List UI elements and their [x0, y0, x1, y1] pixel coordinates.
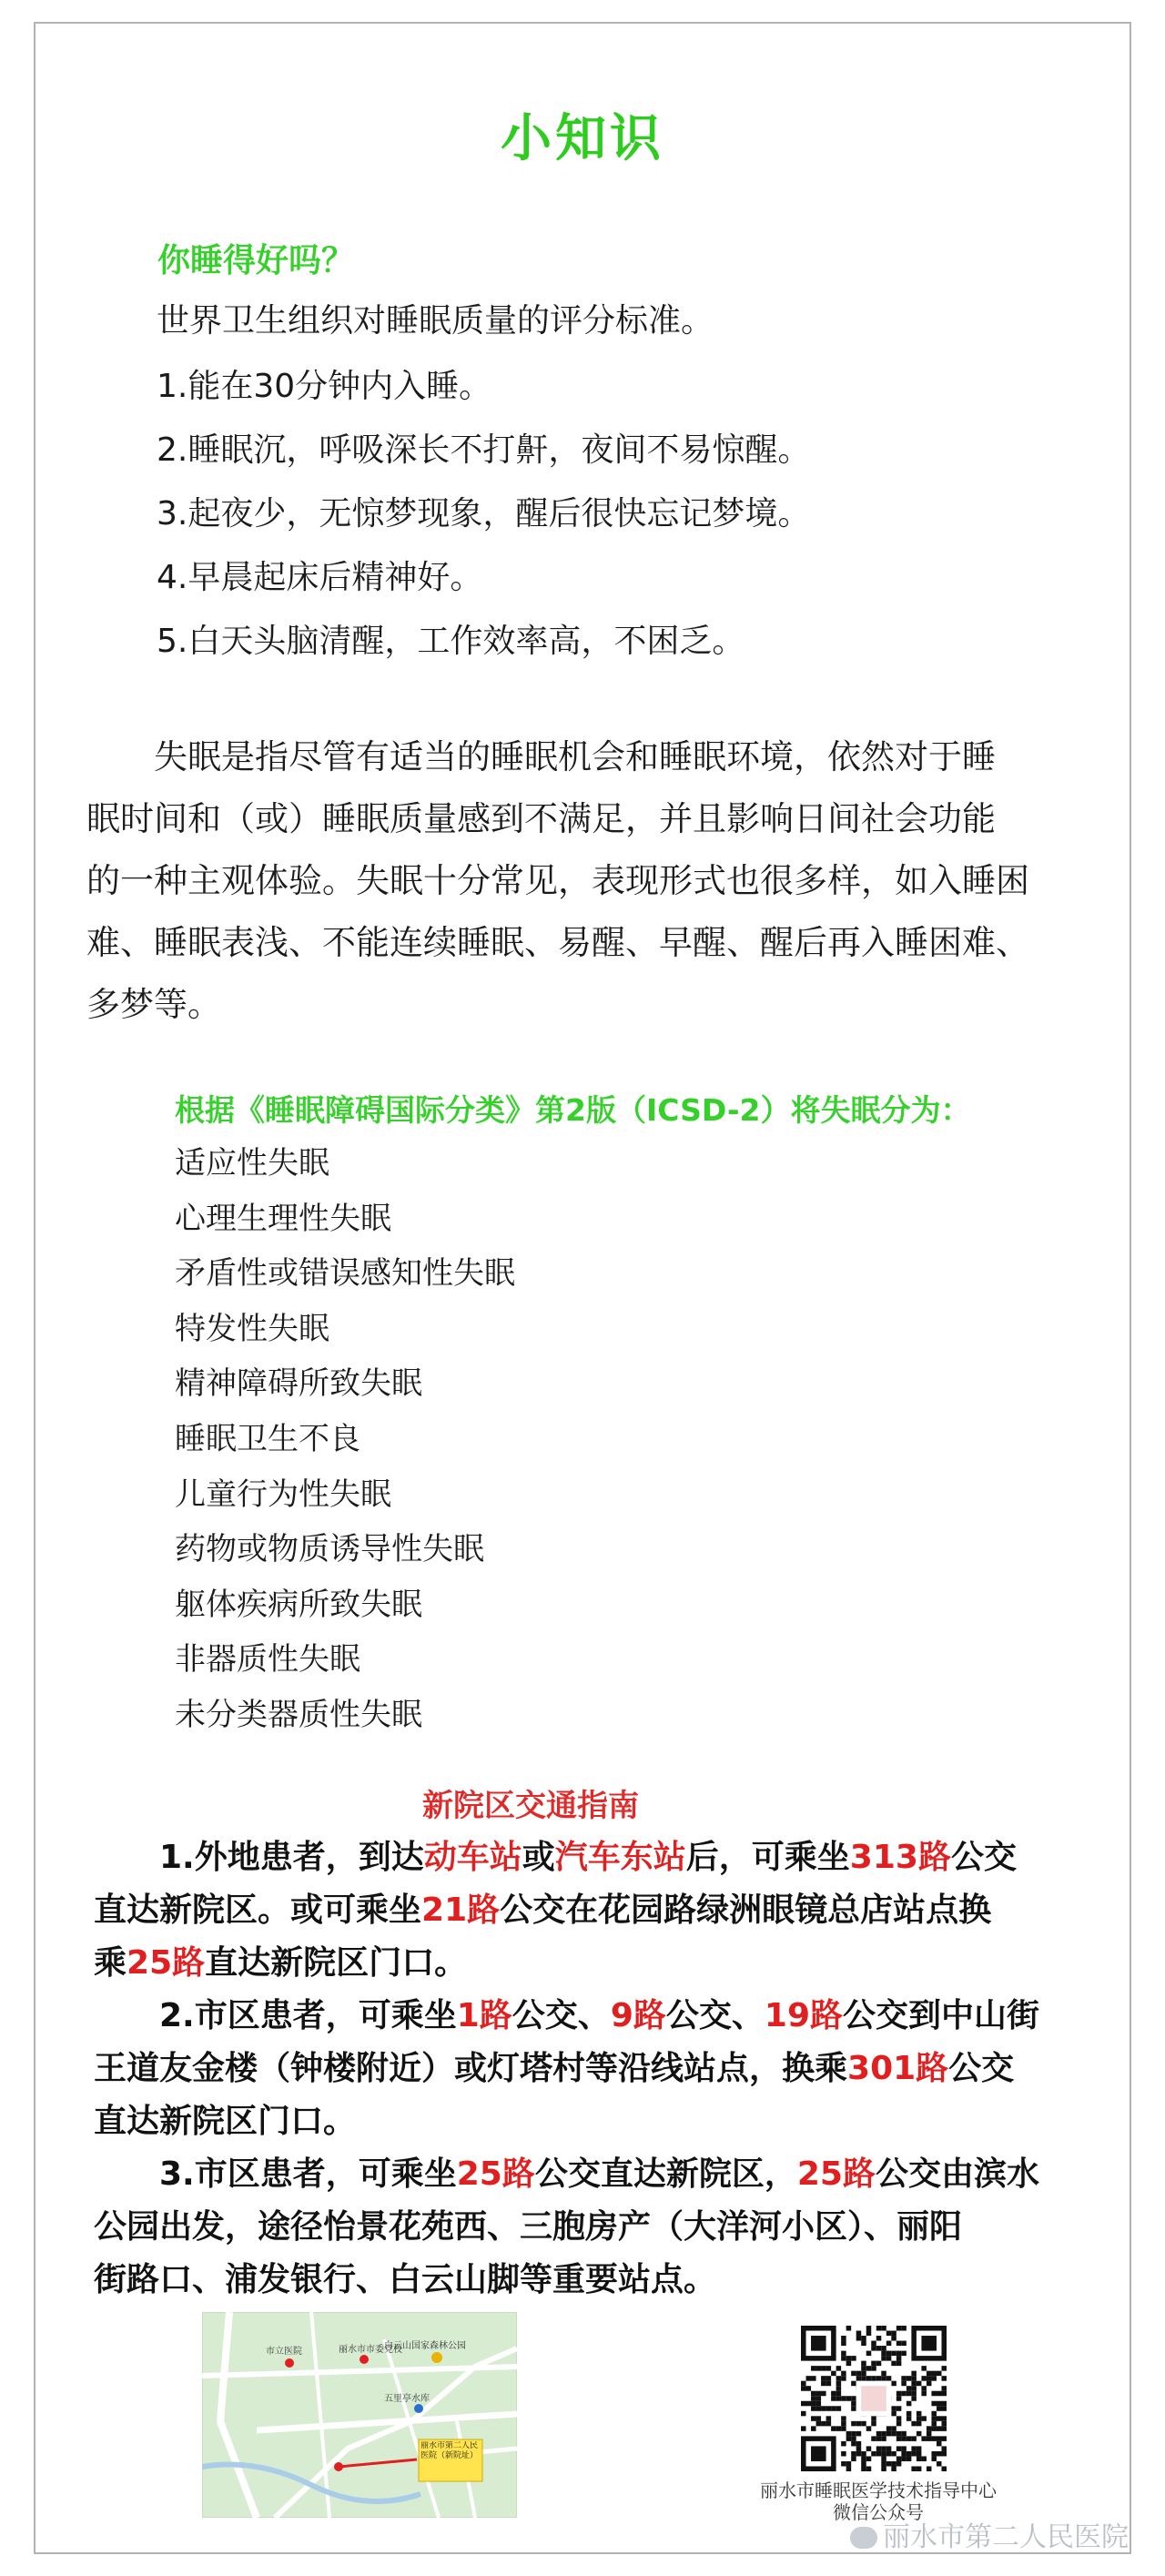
qr-code	[801, 2326, 947, 2471]
traffic-text: 2.市区患者，可乘坐	[94, 1997, 457, 2034]
traffic-text: 街路口、浦发银行、白云山脚等重要站点。	[94, 2261, 717, 2298]
map-hospital-label: 丽水市第二人民医院（新院址）	[420, 2441, 479, 2460]
qr-caption-line1: 丽水市睡眠医学技术指导中心	[760, 2480, 997, 2501]
criteria-item-2: 2.睡眠沉，呼吸深长不打鼾，夜间不易惊醒。	[157, 431, 811, 469]
insomnia-line: 难、睡眠表浅、不能连续睡眠、易醒、早醒、醒后再入睡困难、	[86, 923, 1029, 962]
map-label: 白云山国家森林公园	[384, 2341, 466, 2351]
insomnia-line: 失眠是指尽管有适当的睡眠机会和睡眠环境，依然对于睡	[86, 737, 996, 776]
traffic-text: 公交、	[512, 1997, 611, 2034]
traffic-text: 公交	[948, 2050, 1015, 2087]
traffic-line	[94, 1884, 1122, 1937]
insomnia-paragraph	[86, 726, 1088, 1036]
classification-item: 躯体疾病所致失眠	[175, 1586, 422, 1623]
traffic-highlight: 动车站	[423, 1839, 522, 1876]
traffic-text: 1.外地患者，到达	[94, 1839, 424, 1876]
map-label: 五里亭水库	[384, 2394, 430, 2404]
criteria-item-1: 1.能在30分钟内入睡。	[157, 368, 492, 405]
traffic-text: 公交、	[665, 1997, 765, 2034]
classification-item: 未分类器质性失眠	[175, 1697, 422, 1733]
traffic-highlight: 9路	[610, 1997, 666, 2034]
classification-item: 儿童行为性失眠	[175, 1476, 391, 1513]
traffic-highlight: 25路	[796, 2155, 876, 2193]
sleep-quality-heading: 你睡得好吗？	[157, 242, 355, 279]
traffic-text: 公交直达新院区，	[534, 2155, 797, 2193]
traffic-line	[94, 2043, 1122, 2095]
classification-item: 矛盾性或错误感知性失眠	[175, 1255, 515, 1293]
traffic-text: 直达新院区。或可乘坐	[94, 1891, 422, 1929]
classification-item: 睡眠卫生不良	[175, 1421, 360, 1457]
traffic-text: 王道友金楼（钟楼附近）或灯塔村等沿线站点，换乘	[94, 2050, 848, 2087]
traffic-line	[94, 2095, 1122, 2148]
traffic-title: 新院区交通指南	[422, 1788, 639, 1824]
watermark-text: 丽水市第二人民医院	[883, 2521, 1129, 2553]
classification-item: 非器质性失眠	[175, 1641, 360, 1678]
traffic-highlight: 301路	[847, 2050, 949, 2087]
traffic-text: 3.市区患者，可乘坐	[94, 2155, 457, 2193]
criteria-item-4: 4.早晨起床后精神好。	[157, 559, 483, 596]
traffic-text: 乘	[94, 1944, 127, 1982]
traffic-highlight: 313路	[849, 1839, 951, 1876]
map-label: 丽水市市委党校	[339, 2345, 402, 2355]
traffic-highlight: 19路	[764, 1997, 843, 2034]
location-map	[202, 2312, 517, 2518]
traffic-highlight: 1路	[456, 1997, 512, 2034]
traffic-line	[94, 1937, 1122, 1990]
traffic-highlight: 25路	[127, 1944, 206, 1982]
insomnia-line: 的一种主观体验。失眠十分常见，表现形式也很多样，如入睡困	[86, 861, 1029, 900]
traffic-line	[94, 1831, 1122, 1884]
criteria-item-3: 3.起夜少，无惊梦现象，醒后很快忘记梦境。	[157, 495, 811, 532]
classification-item: 精神障碍所致失眠	[175, 1365, 422, 1403]
traffic-guide	[94, 1831, 1122, 2307]
map-label: 市立医院	[266, 2347, 302, 2357]
traffic-line	[94, 2201, 1122, 2254]
traffic-text: 后，可乘坐	[685, 1839, 850, 1876]
wechat-watermark	[850, 2514, 1129, 2554]
traffic-highlight: 汽车东站	[554, 1839, 686, 1876]
traffic-line	[94, 2148, 1122, 2201]
traffic-text: 公园出发，途径怡景花苑西、三胞房产（大洋河小区）、丽阳	[94, 2208, 963, 2246]
traffic-text: 或	[522, 1839, 555, 1876]
traffic-text: 公交由滨水	[875, 2155, 1039, 2193]
sleep-quality-intro: 世界卫生组织对睡眠质量的评分标准。	[157, 302, 714, 340]
traffic-text: 公交在花园路绿洲眼镜总店站点换	[500, 1891, 992, 1929]
classification-heading: 根据《睡眠障碍国际分类》第2版（ICSD-2）将失眠分为：	[175, 1092, 971, 1128]
wechat-icon	[850, 2527, 877, 2549]
traffic-text: 公交	[950, 1839, 1017, 1876]
traffic-text: 直达新院区门口。	[205, 1944, 468, 1982]
page-title: 小知识	[501, 109, 664, 168]
traffic-highlight: 21路	[421, 1891, 501, 1929]
traffic-text: 公交到中山街	[843, 1997, 1040, 2034]
classification-item: 心理生理性失眠	[175, 1200, 391, 1237]
qr-caption-line2: 微信公众号	[833, 2501, 924, 2523]
classification-item: 药物或物质诱导性失眠	[175, 1531, 484, 1568]
traffic-text: 直达新院区门口。	[94, 2103, 357, 2140]
classification-item: 特发性失眠	[175, 1310, 329, 1347]
traffic-line	[94, 2254, 1122, 2307]
criteria-item-5: 5.白天头脑清醒，工作效率高，不困乏。	[157, 623, 745, 660]
traffic-highlight: 25路	[456, 2155, 535, 2193]
classification-item: 适应性失眠	[175, 1145, 329, 1182]
traffic-line	[94, 1990, 1122, 2043]
insomnia-line: 眠时间和（或）睡眠质量感到不满足，并且影响日间社会功能	[86, 799, 996, 838]
insomnia-line: 多梦等。	[86, 985, 221, 1024]
